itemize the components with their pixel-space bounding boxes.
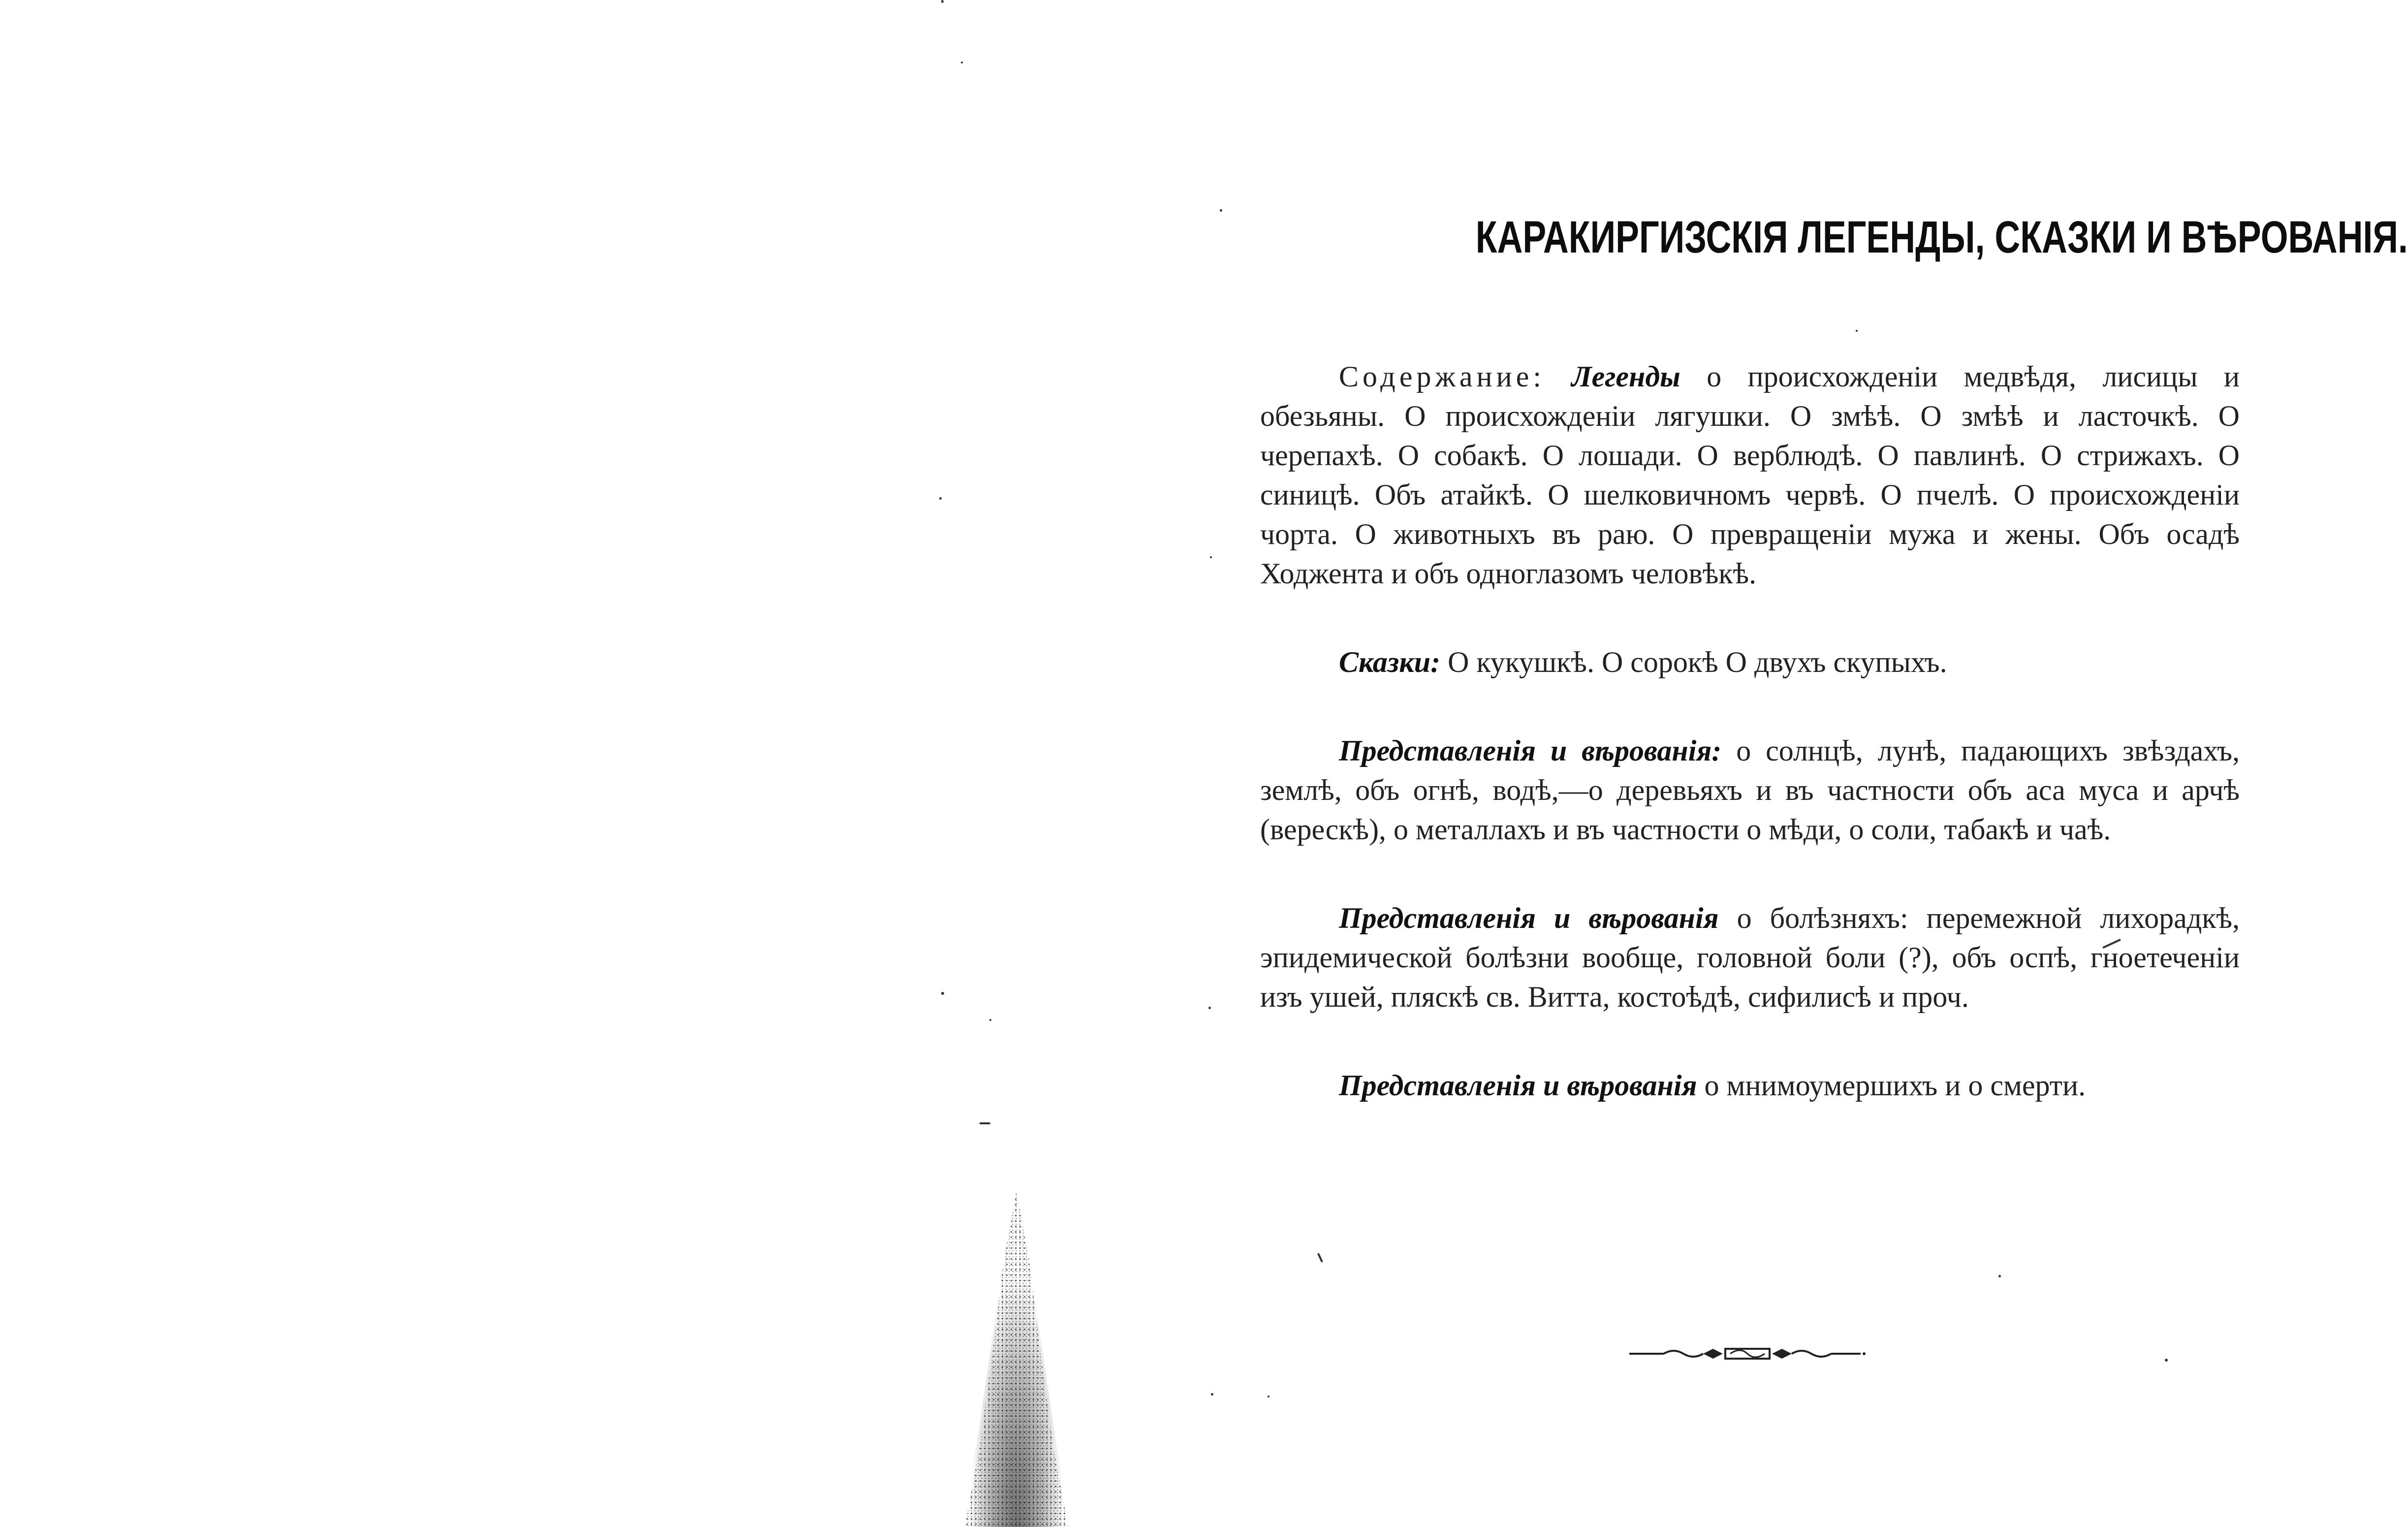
blank-left-page xyxy=(0,0,1132,1527)
beliefs-death-label: Представленія и вѣрованія xyxy=(1339,1069,1697,1102)
beliefs-nature-text: о солнцѣ, лунѣ, падающихъ звѣздахъ, землѣ, объ огнѣ, водѣ,—о деревьяхъ и въ частности объ аса муса и арчѣ (верескѣ), о металлахъ и въ частности о мѣди, о соли, табакѣ и чаѣ. xyxy=(1260,734,2240,846)
beliefs-nature-paragraph xyxy=(1260,731,2240,849)
beliefs-diseases-text: о болѣзняхъ: перемежной лихорадкѣ, эпидемической болѣзни вообще, головной боли (?), объ оспѣ, гноетеченіи изъ ушей, пляскѣ св. Витта, костоѣдѣ, сифилисѣ и проч. xyxy=(1260,902,2240,1013)
scan-speck xyxy=(1210,556,1212,558)
legends-text: о происхожденіи медвѣдя, лисицы и обезьяны. О происхожденіи лягушки. О змѣѣ. О змѣѣ и ласточкѣ. О черепахѣ. О собакѣ. О лошади. О верблюдѣ. О павлинѣ. О стрижахъ. О синицѣ. Объ атайкѣ. О шелковичномъ червѣ. О пчелѣ. О происхожденіи чорта. О животныхъ въ раю. О превращеніи мужа и жены. Объ осадѣ Ходжента и объ одноглазомъ человѣкѣ. xyxy=(1260,360,2240,590)
scan-speck xyxy=(1208,1007,1211,1009)
scan-speck xyxy=(1317,1253,1323,1263)
scan-speck xyxy=(961,62,963,64)
scan-speck xyxy=(2165,1359,2168,1362)
page-title: КАРАКИРГИЗСКІЯ ЛЕГЕНДЫ, СКАЗКИ И ВѢРОВАНІЯ. xyxy=(1475,212,2408,262)
gutter-noise xyxy=(965,1191,1068,1527)
scan-speck xyxy=(941,992,944,995)
beliefs-nature-label: Представленія и вѣрованія: xyxy=(1339,734,1722,767)
scan-speck xyxy=(1267,1396,1269,1398)
legends-label: Легенды xyxy=(1571,360,1680,393)
scan-speck xyxy=(980,1122,990,1124)
scan-speck xyxy=(1220,209,1222,212)
contents-legends-paragraph xyxy=(1260,357,2240,593)
scan-speck xyxy=(989,1019,991,1021)
printed-page xyxy=(1260,212,2408,1154)
ornament-divider-icon xyxy=(1629,1344,1866,1364)
scan-speck xyxy=(941,0,944,3)
beliefs-diseases-label: Представленія и вѣрованія xyxy=(1339,902,1719,934)
scan-speck xyxy=(939,497,942,500)
tales-label: Сказки: xyxy=(1339,646,1441,678)
contents-section xyxy=(1260,357,2240,1105)
tales-paragraph xyxy=(1260,642,2240,682)
contents-label: Содержание: xyxy=(1339,360,1546,393)
tales-text: О кукушкѣ. О сорокѣ О двухъ скупыхъ. xyxy=(1448,646,1947,678)
beliefs-death-text: о мнимоумершихъ и о смерти. xyxy=(1704,1069,2086,1102)
beliefs-death-paragraph xyxy=(1260,1066,2240,1105)
beliefs-diseases-paragraph xyxy=(1260,898,2240,1017)
scan-speck xyxy=(1998,1275,2001,1277)
scan-speck xyxy=(1211,1393,1213,1396)
